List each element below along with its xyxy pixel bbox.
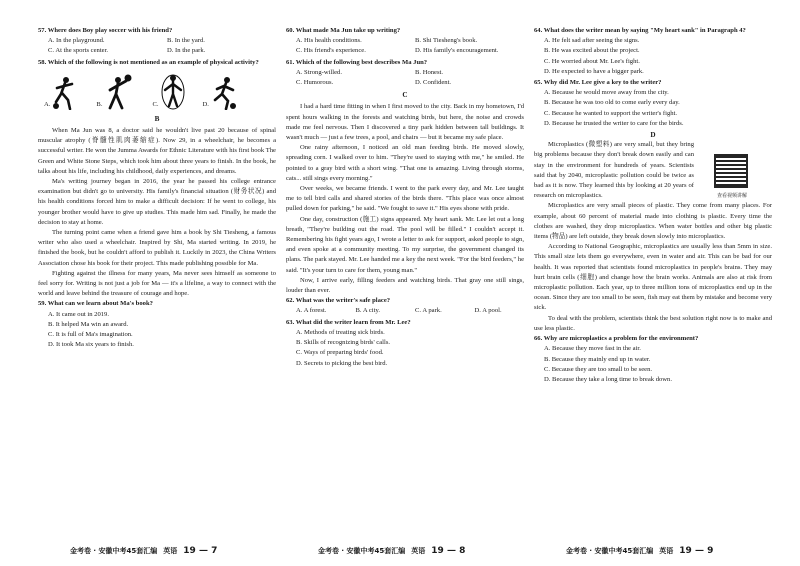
section-b-heading: B — [154, 114, 160, 123]
jump-rope-icon — [161, 72, 185, 110]
passage-b-para-2: Ma's writing journey began in 2016, the year he passed his college entrance examination but didn't go to university. His family's financial situation (财务状况) and his health conditions forced him to make a difficult decision: If he went to college, his younger brother would have to give up studies. This made him sad. Finally, he made the decision to stay at home. — [38, 178, 276, 226]
passage-d-para-4: To deal with the problem, scientists think the best solution right now is to make and use less plastic. — [534, 314, 772, 332]
option: B. Shi Tiesheng's book. — [415, 37, 478, 45]
column-2 — [286, 26, 524, 370]
question-61: 61. Which of the following best describes Ma Jun? — [286, 58, 428, 66]
soccer-player-icon — [52, 76, 78, 110]
footer-brand: 金考卷 · 安徽中考45套汇编 — [70, 547, 158, 555]
option: D. It took Ma six years to finish. — [48, 341, 134, 349]
option: B. Because he was too old to come early every day. — [544, 99, 680, 107]
option: B. Because they mainly end up in water. — [544, 355, 651, 363]
footer-subject: 英语 — [163, 547, 178, 555]
question-60: 60. What made Ma Jun take up writing? — [286, 27, 401, 34]
options-63 — [286, 328, 524, 369]
option: A. He felt sad after seeing the signs. — [544, 37, 640, 45]
passage-d-para-2: Microplastics are very small pieces of plastic. They come from many places. For example, about 60 percent of material made into clothing is plastic. Every time the clothes are washed, they drop microplastics. When water bottles and other big plastic items (物品) are left outside, they break down slowly into microplastics. — [534, 202, 772, 241]
footer-brand: 金考卷 · 安徽中考45套汇编 — [318, 547, 406, 555]
option: D. Because he trusted the writer to care for the birds. — [544, 119, 684, 127]
option: B. In the yard. — [167, 37, 205, 45]
activity-images — [44, 70, 276, 110]
option: C. At the sports center. — [48, 47, 109, 55]
footer-page-8 — [318, 546, 465, 556]
qr-code-icon[interactable] — [714, 154, 748, 188]
footer-page-number: 19 — 7 — [183, 546, 218, 556]
options-66 — [534, 344, 772, 385]
passage-d-para-3: According to National Geographic, microplastics are usually less than 5mm in size. This small size lets them go everywhere, even in water and air. This can be bad for our health. It was reported that scientists found microplastics in people's brains. They may hurt brain cells (细胞) and change how the brain works. Animals are also at risk from microplastic pollution. Each year, up to three million tons of microplastics end up in the ocean. Since they are too small to be seen, fish may eat them by mistake and become very sick. — [534, 243, 772, 312]
footer-subject: 英语 — [659, 547, 674, 555]
footer-brand: 金考卷 · 安徽中考45套汇编 — [566, 547, 654, 555]
column-1 — [38, 26, 276, 351]
options-64 — [534, 36, 772, 77]
option: D. A pool. — [474, 307, 502, 315]
option: B. It helped Ma win an award. — [48, 320, 129, 328]
figure-b — [96, 74, 134, 110]
passage-c-para-1: I had a hard time fitting in when I first moved to the city. Back in my hometown, I'd spent hours walking in the forests and watching birds, but here, the noise and crowds made me feel nervous. Then I discovered a tiny park hidden between tall buildings. It wasn't much — just a few trees, a pool, and chairs — but it became my safe place. — [286, 103, 524, 142]
passage-c-para-3: Over weeks, we became friends. I went to the park every day, and Mr. Lee taught me to tell bird calls and shared stories of the birds there. "This place was once almost pulled down for parking," he said. "We fought to save it." His eyes shone with pride. — [286, 185, 524, 213]
option: D. Confident. — [415, 79, 452, 87]
passage-d-para-1: Microplastics (微塑料) are very small, but they bring big problems because they don't break down easily and can stay in the environment for hundreds of years. Scientists said that by 2040, microplastic pollution could be twice as bad as it is now. They learned this by looking at 20 years of research on microplastics. — [534, 141, 694, 200]
option: C. He worried about Mr. Lee's fight. — [544, 57, 640, 65]
option: D. In the park. — [167, 47, 206, 55]
question-63: 63. What did the writer learn from Mr. Lee? — [286, 318, 411, 326]
section-d-heading: D — [650, 131, 656, 140]
passage-c-para-2: One rainy afternoon, I noticed an old man feeding birds. He moved slowly, spreading corn. I walked over to him. "They're used to staying with me," he smiled. He pointed to a gray bird with a short wing. "That one is amazing. Living through storms, cats... still sings every morning." — [286, 144, 524, 182]
question-62: 62. What was the writer's safe place? — [286, 297, 391, 305]
figure-label: B. — [96, 100, 103, 108]
question-64: 64. What does the writer mean by saying "My heart sank" in Paragraph 4? — [534, 27, 746, 34]
passage-b-para-3: The turning point came when a friend gave him a book by Shi Tiesheng, a famous writer who also used a wheelchair. Inspired by Shi, Ma started writing. In 2019, he finished the book, but he couldn't afford to publish it. Luckily in 2023, the China Writers Association chose his book for their project. This made publishing possible for Ma. — [38, 229, 276, 267]
passage-b-para-1: When Ma Jun was 8, a doctor said he wouldn't live past 20 because of spinal muscular atrophy (脊髓性肌肉萎缩症). Now 29, in a wheelchair, he becomes a successful writer. He won the Jumma Awards for Ethnic Literature with his first book The Green and White Stone Steps, which took him about three years to finish. In the book, he talks about his life, including his childhood, daily experiences, and dreams. — [38, 127, 276, 175]
option: B. A city. — [355, 307, 380, 315]
option: A. Because he would move away from the city. — [544, 89, 669, 97]
figure-c — [152, 72, 184, 110]
option: A. Strong-willed. — [296, 68, 342, 76]
option: C. A park. — [415, 307, 442, 315]
option: C. Ways of preparing birds' food. — [296, 349, 384, 357]
footer-page-number: 19 — 8 — [431, 546, 466, 556]
option: C. His friend's experience. — [296, 47, 366, 55]
options-61 — [286, 68, 524, 88]
options-59 — [38, 310, 276, 351]
passage-c-para-4: One day, construction (施工) signs appeared. My heart sank. Mr. Lee let out a long breath, "They're building out the road. The pool will be filled." I couldn't accept it. Remembering his fight years ago, I wrote a letter to ask for support, asked people to sign, and even spoke at a community meeting. To my surprise, the government changed its plans. The park stayed. Mr. Lee handed me a key the next week. "For the bird feeders," he said. "It's your turn to care for them, young man." — [286, 215, 524, 274]
question-57: 57. Where does Boy play soccer with his friend? — [38, 27, 173, 34]
option: B. Skills of recognizing birds' calls. — [296, 339, 391, 347]
question-58: 58. Which of the following is not mentioned as an example of physical activity? — [38, 58, 259, 66]
footer-page-9 — [566, 546, 713, 556]
column-3 — [534, 26, 772, 386]
options-57 — [38, 36, 276, 56]
option: A. His health conditions. — [296, 37, 362, 45]
question-66: 66. Why are microplastics a problem for the environment? — [534, 335, 699, 343]
option: A. Methods of treating sick birds. — [296, 328, 385, 336]
question-65: 65. Why did Mr. Lee give a key to the writer? — [534, 79, 662, 87]
passage-b-para-4: Fighting against the illness for many years, Ma never sees himself as someone to feel sorry for. Writing is not just a job for Ma — it's a lifeline, a way to connect with the world and leave behind the treasure of courage and hope. — [38, 269, 276, 298]
figure-label: A. — [44, 100, 51, 108]
option: D. Secrets to picking the best bird. — [296, 359, 388, 367]
figure-d — [203, 76, 237, 110]
option: D. Because they take a long time to break down. — [544, 375, 672, 383]
qr-caption: 查看视频讲解 — [716, 193, 747, 199]
passage-c-para-5: Now, I arrive early, filling feeders and watching birds. That gray one still sings, louder than ever. — [286, 276, 524, 295]
options-65 — [534, 88, 772, 129]
option: C. Because he wanted to support the writer's fight. — [544, 109, 678, 117]
option: A. A forest. — [296, 307, 327, 315]
figure-a — [44, 76, 78, 110]
option: B. He was excited about the project. — [544, 47, 640, 55]
footer-page-7 — [70, 546, 217, 556]
footer-subject: 英语 — [411, 547, 426, 555]
figure-label: C. — [152, 100, 159, 108]
option: C. Because they are too small to be seen. — [544, 365, 653, 373]
options-60 — [286, 36, 524, 56]
option: A. In the playground. — [48, 37, 105, 45]
basketball-player-icon — [104, 74, 134, 110]
option: D. He expected to have a bigger park. — [544, 67, 644, 75]
question-59: 59. What can we learn about Ma's book? — [38, 300, 153, 308]
option: C. It is full of Ma's imagination. — [48, 331, 133, 339]
options-62 — [286, 306, 524, 316]
section-c-heading: C — [402, 91, 408, 100]
option: C. Humorous. — [296, 79, 334, 87]
footer-page-number: 19 — 9 — [679, 546, 714, 556]
figure-label: D. — [202, 100, 209, 108]
option: A. Because they move fast in the air. — [544, 345, 641, 353]
option: A. It came out in 2019. — [48, 310, 109, 318]
runner-icon — [211, 76, 237, 110]
option: B. Honest. — [415, 68, 444, 76]
option: D. His family's encouragement. — [415, 47, 499, 55]
